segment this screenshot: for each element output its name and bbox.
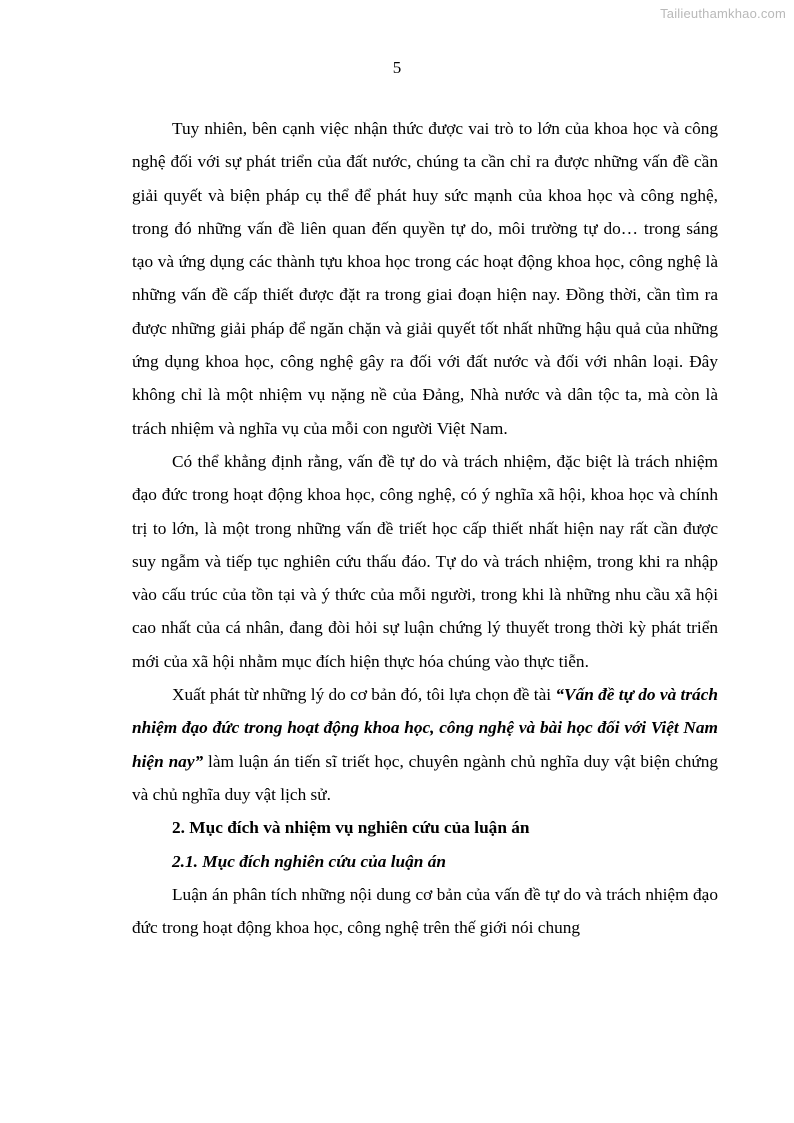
watermark: Tailieuthamkhao.com [660, 6, 786, 21]
thesis-title: “Vấn đề tự do và trách nhiệm đạo đức trong hoạt động khoa học, công nghệ và bài học đối với Việt Nam hiện nay” [132, 685, 718, 771]
paragraph-3-intro: Xuất phát từ những lý do cơ bản đó, tôi lựa chọn đề tài [172, 685, 556, 705]
document-body [132, 112, 718, 944]
page-number: 5 [392, 58, 402, 77]
paragraph-3-rest: làm luận án tiến sĩ triết học, chuyên ngành chủ nghĩa duy vật biện chứng và chủ nghĩa duy vật lịch sử. [132, 751, 718, 804]
paragraph-3 [132, 678, 718, 811]
section-heading-2-1: 2.1. Mục đích nghiên cứu của luận án [172, 851, 446, 871]
section-heading-2: 2. Mục đích và nhiệm vụ nghiên cứu của luận án [172, 818, 530, 838]
paragraph-2: Có thể khẳng định rằng, vấn đề tự do và trách nhiệm, đặc biệt là trách nhiệm đạo đức trong hoạt động khoa học, công nghệ, có ý nghĩa xã hội, khoa học và chính trị to lớn, là một trong những vấn đề triết học cấp thiết nhất hiện nay rất cần được suy ngẫm và tiếp tục nghiên cứu thấu đáo. Tự do và trách nhiệm, trong khi ra nhập vào cấu trúc của tồn tại và ý thức của mỗi người, trong khi là những nhu cầu xã hội cao nhất của cá nhân, đang đòi hỏi sự luận chứng lý thuyết trong thời kỳ phát triển mới của xã hội nhằm mục đích hiện thực hóa chúng vào thực tiễn. [132, 451, 718, 671]
paragraph-4: Luận án phân tích những nội dung cơ bản của vấn đề tự do và trách nhiệm đạo đức trong hoạt động khoa học, công nghệ trên thế giới nói chung [132, 884, 718, 938]
paragraph-1: Tuy nhiên, bên cạnh việc nhận thức được vai trò to lớn của khoa học và công nghệ đối với sự phát triển của đất nước, chúng ta cần chỉ ra được những vấn đề cần giải quyết và biện pháp cụ thể để phát huy sức mạnh của khoa học và công nghệ, trong đó những vấn đề liên quan đến quyền tự do, môi trường tự do… trong sáng tạo và ứng dụng các thành tựu khoa học trong các hoạt động khoa học, công nghệ là những vấn đề cấp thiết được đặt ra trong giai đoạn hiện nay. Đồng thời, cần tìm ra được những giải pháp để ngăn chặn và giải quyết tốt nhất những hậu quả của những ứng dụng khoa học, công nghệ gây ra đối với đất nước và đối với nhân loại. Đây không chỉ là một nhiệm vụ nặng nề của Đảng, Nhà nước và dân tộc ta, mà còn là trách nhiệm và nghĩa vụ của mỗi con người Việt Nam. [132, 119, 718, 438]
